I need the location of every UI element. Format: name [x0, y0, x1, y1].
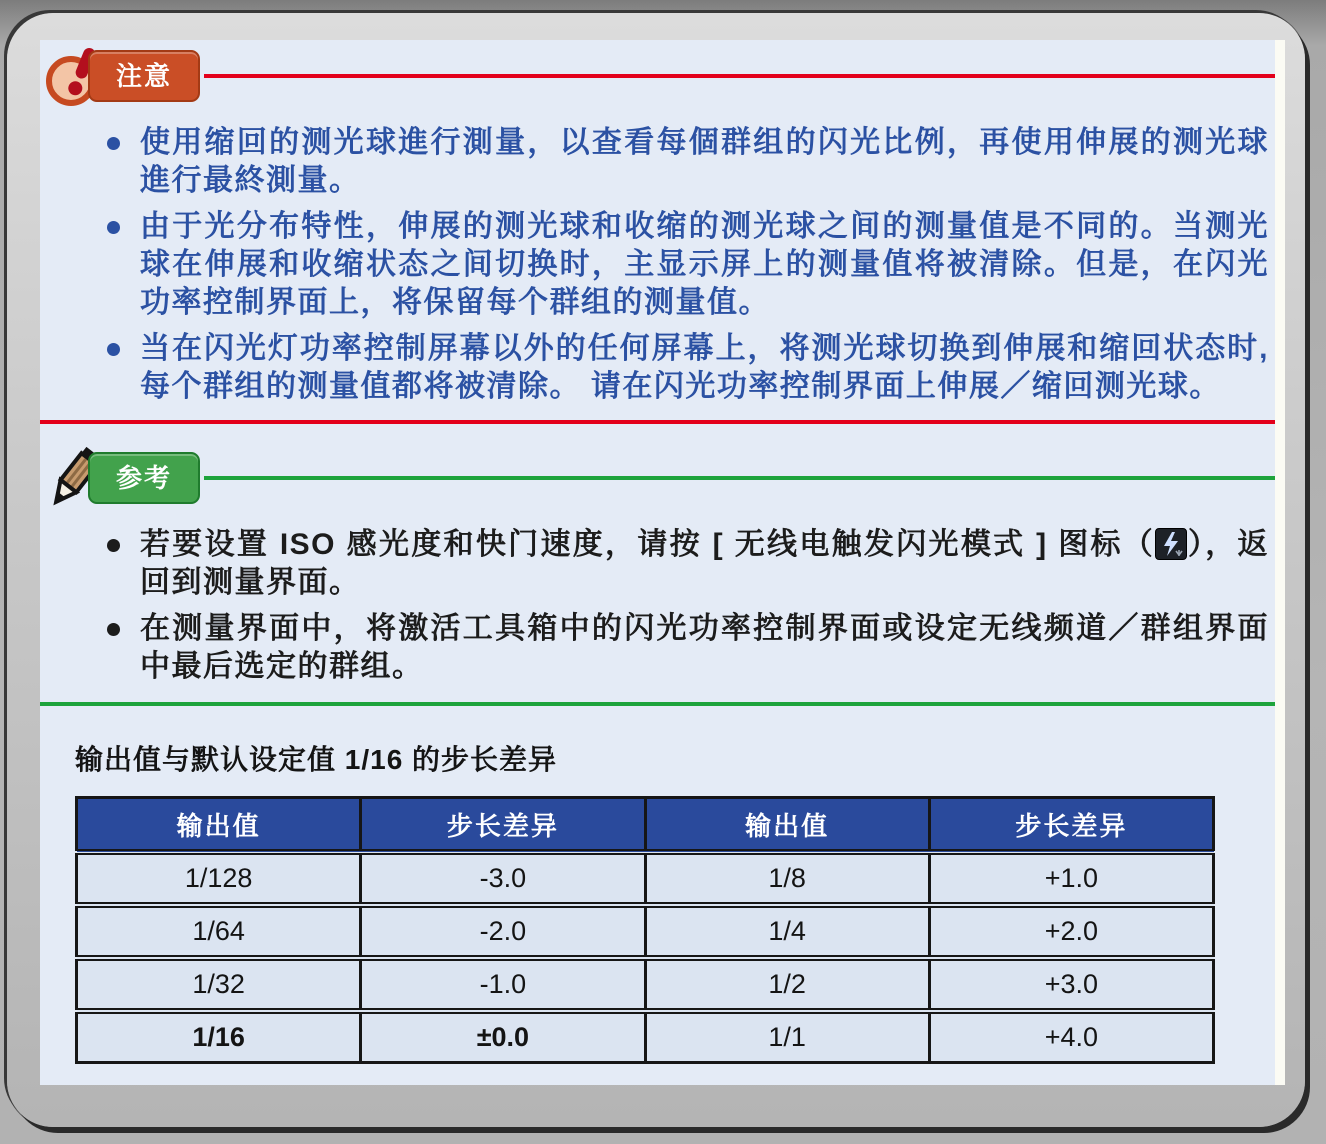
- reference-bullet: [100, 526, 1269, 602]
- notice-separator: [40, 420, 1275, 424]
- table-row: [77, 1011, 1214, 1063]
- reference-bullet: 在测量界面中，将激活工具箱中的闪光功率控制界面或设定无线频道／群组界面中最后选定的群组。: [100, 610, 1269, 686]
- table-row: [77, 852, 1214, 905]
- table-cell: 1/8: [645, 852, 929, 905]
- table-cell-default: ±0.0: [361, 1011, 645, 1063]
- reference-separator: [40, 702, 1275, 706]
- content-area: [40, 40, 1285, 1085]
- notice-badge: 注意: [88, 50, 200, 102]
- table-cell: 1/128: [77, 852, 361, 905]
- table-cell: -2.0: [361, 905, 645, 958]
- table-header-row: [77, 798, 1214, 853]
- reference-header: [40, 450, 1275, 506]
- table-cell: +1.0: [929, 852, 1213, 905]
- table-cell: 1/2: [645, 958, 929, 1011]
- notice-bullet: 由于光分布特性，伸展的测光球和收缩的测光球之间的测量值是不同的。当测光球在伸展和收缩状态之间切换时，主显示屏上的测量值将被清除。但是，在闪光功率控制界面上，将保留每个群组的测量值。: [100, 208, 1269, 322]
- reference-bullet-list: [100, 526, 1269, 686]
- col-header-step-diff: 步长差异: [929, 798, 1213, 853]
- notice-bullet: 当在闪光灯功率控制屏幕以外的任何屏幕上，将测光球切换到伸展和缩回状态时,每个群组的测量值都将被清除。 请在闪光功率控制界面上伸展／缩回测光球。: [100, 330, 1269, 406]
- table-cell: 1/64: [77, 905, 361, 958]
- output-step-table: [75, 796, 1215, 1064]
- table-cell: -3.0: [361, 852, 645, 905]
- table-cell: 1/4: [645, 905, 929, 958]
- radio-flash-mode-icon: [1155, 528, 1187, 560]
- table-cell: 1/1: [645, 1011, 929, 1063]
- table-cell-default: 1/16: [77, 1011, 361, 1063]
- table-cell: -1.0: [361, 958, 645, 1011]
- table-row: [77, 958, 1214, 1011]
- reference-bullet-text: ），返回到测量界面。: [140, 528, 1270, 599]
- table-cell: +4.0: [929, 1011, 1213, 1063]
- notice-rule: [204, 74, 1275, 78]
- output-table-section: [75, 738, 1275, 1064]
- reference-badge: 参考: [88, 452, 200, 504]
- reference-rule: [204, 476, 1275, 480]
- table-cell: +3.0: [929, 958, 1213, 1011]
- col-header-output: 输出值: [77, 798, 361, 853]
- page-sheet: [7, 13, 1305, 1127]
- col-header-output: 输出值: [645, 798, 929, 853]
- table-cell: 1/32: [77, 958, 361, 1011]
- reference-bullet-text: 若要设置 ISO 感光度和快门速度，请按 [ 无线电触发闪光模式 ] 图标（: [140, 528, 1156, 561]
- notice-header: [40, 48, 1275, 104]
- notice-bullet-list: [100, 124, 1269, 406]
- col-header-step-diff: 步长差异: [361, 798, 645, 853]
- table-title: 输出值与默认设定值 1/16 的步长差异: [75, 744, 558, 775]
- table-cell: +2.0: [929, 905, 1213, 958]
- table-row: [77, 905, 1214, 958]
- notice-bullet: 使用缩回的测光球進行測量，以查看每個群组的闪光比例，再使用伸展的测光球進行最終測量。: [100, 124, 1269, 200]
